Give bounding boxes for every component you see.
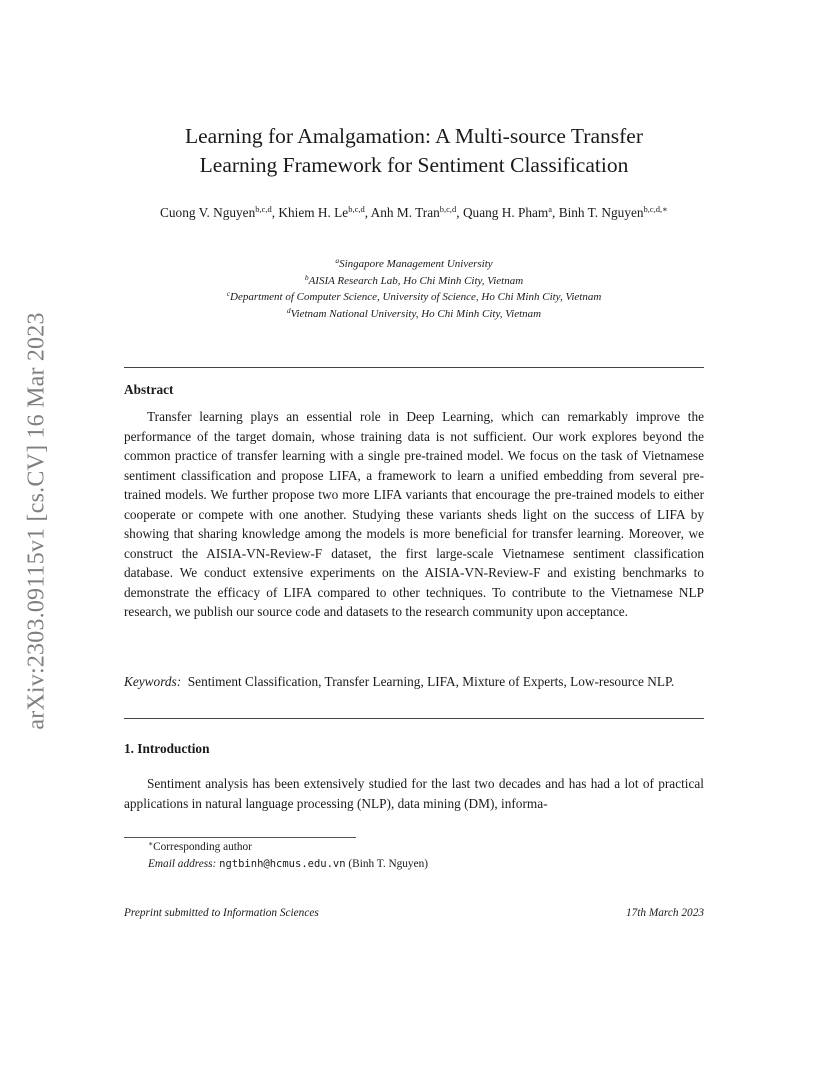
affiliation-item bbox=[124, 256, 704, 273]
abstract-text: Transfer learning plays an essential role in Deep Learning, which can remarkably improve the performance of the target domain, whose training data is not sufficient. Our work explores beyond the common practice of transfer learning with a single pre-trained model. We focus on the task of Vietnamese sentiment classification and propose LIFA, a framework to learn a unified embedding from several pre-trained models. We further propose two more LIFA variants that encourage the pre-trained models to either cooperate or compete with one another. Studying these variants sheds light on the success of LIFA by showing that sharing knowledge among the models is more beneficial for transfer learning. Moreover, we construct the AISIA-VN-Review-F dataset, the first large-scale Vietnamese sentiment classification database. We conduct extensive experiments on the AISIA-VN-Review-F and existing benchmarks to demonstrate the efficacy of LIFA compared to other techniques. To contribute to the Vietnamese NLP research, we publish our source code and datasets to the research community upon acceptance. bbox=[124, 409, 704, 619]
author-affiliation-marks: b,c,d,∗ bbox=[643, 204, 668, 214]
keywords-label: Keywords: bbox=[124, 674, 182, 689]
email-label: Email address: bbox=[148, 858, 217, 870]
affiliation-mark: a bbox=[335, 256, 340, 265]
author-list bbox=[124, 203, 704, 223]
affiliation-item bbox=[124, 273, 704, 290]
footnote-email bbox=[148, 858, 428, 870]
footnote-corresponding-author bbox=[148, 841, 252, 853]
email-address-link[interactable]: ngtbinh@hcmus.edu.vn bbox=[219, 858, 346, 870]
keywords bbox=[124, 672, 704, 692]
email-owner: (Binh T. Nguyen) bbox=[348, 858, 428, 870]
abstract-bottom-rule bbox=[124, 718, 704, 719]
author-separator: , bbox=[552, 205, 559, 220]
arxiv-identifier-stamp: arXiv:2303.09115v1 [cs.CV] 16 Mar 2023 bbox=[23, 312, 50, 730]
author-name: Khiem H. Le bbox=[278, 205, 349, 220]
affiliation-mark: b bbox=[304, 272, 309, 282]
affiliation-item bbox=[124, 306, 704, 323]
author-affiliation-marks: b,c,d bbox=[255, 204, 272, 214]
footnote-mark: ∗ bbox=[148, 839, 154, 848]
author-affiliation-marks: a bbox=[548, 204, 553, 214]
author-separator: , bbox=[456, 205, 463, 220]
affiliation-item bbox=[124, 289, 704, 306]
author-separator: , bbox=[271, 205, 279, 220]
author-affiliation-marks: b,c,d bbox=[439, 204, 457, 214]
author-name: Anh M. Tran bbox=[370, 205, 440, 220]
footnote-rule bbox=[124, 837, 356, 838]
footer-preprint-note: Preprint submitted to Information Sciences bbox=[124, 907, 319, 919]
author-name: Cuong V. Nguyen bbox=[160, 205, 256, 220]
paper-title bbox=[124, 122, 704, 180]
author-affiliation-marks: b,c,d bbox=[348, 204, 365, 214]
affiliation-mark: d bbox=[286, 305, 291, 315]
affiliation-text: AISIA Research Lab, Ho Chi Minh City, Vietnam bbox=[308, 274, 524, 287]
author-name: Binh T. Nguyen bbox=[558, 205, 644, 220]
title-line-1: Learning for Amalgamation: A Multi-source Transfer bbox=[185, 124, 643, 148]
affiliation-list bbox=[124, 256, 704, 322]
keywords-text: Sentiment Classification, Transfer Learning, LIFA, Mixture of Experts, Low-resource NLP. bbox=[187, 674, 675, 689]
affiliation-text: Vietnam National University, Ho Chi Minh City, Vietnam bbox=[290, 307, 542, 320]
title-line-2: Learning Framework for Sentiment Classification bbox=[199, 153, 629, 177]
affiliation-mark: c bbox=[226, 289, 231, 298]
abstract-top-rule bbox=[124, 367, 704, 368]
footer-date: 17th March 2023 bbox=[625, 907, 704, 919]
affiliation-text: Singapore Management University bbox=[339, 258, 493, 270]
footnote-text: Corresponding author bbox=[153, 841, 252, 853]
introduction-paragraph: Sentiment analysis has been extensively studied for the last two decades and has had a lot of practical applications in natural language processing (NLP), data mining (DM), informa- bbox=[124, 776, 704, 811]
author-separator: , bbox=[364, 205, 371, 220]
section-heading-introduction: 1. Introduction bbox=[124, 741, 210, 756]
author-name: Quang H. Pham bbox=[462, 205, 549, 220]
abstract-heading: Abstract bbox=[124, 382, 174, 397]
affiliation-text: Department of Computer Science, University of Science, Ho Chi Minh City, Vietnam bbox=[230, 291, 602, 303]
